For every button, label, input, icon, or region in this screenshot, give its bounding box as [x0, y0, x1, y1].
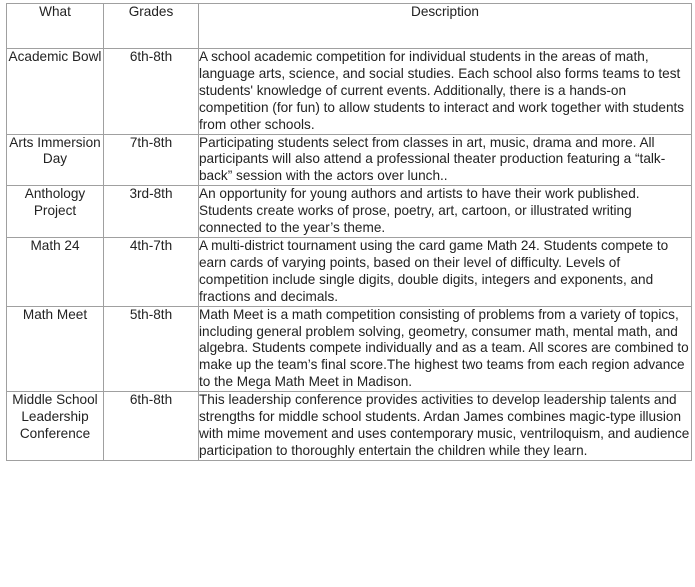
- table-row: [7, 306, 692, 392]
- header-what: What: [7, 4, 104, 49]
- cell-what: Math Meet: [7, 306, 104, 392]
- table-row: [7, 392, 692, 461]
- header-grades: Grades: [104, 4, 199, 49]
- cell-description: This leadership conference provides activities to develop leadership talents and strengths for middle school students. Ardan James combines magic-type illusion with mime movement and uses contemporary music, ventriloquism, and audience participation to thoroughly entertain the children while they learn.: [199, 392, 692, 461]
- cell-grades: 4th-7th: [104, 237, 199, 306]
- cell-what: Arts Immersion Day: [7, 134, 104, 186]
- table-row: [7, 237, 692, 306]
- cell-description: Participating students select from classes in art, music, drama and more. All participants will also attend a professional theater production featuring a “talk-back” session with the actors over lunch..: [199, 134, 692, 186]
- header-description: Description: [199, 4, 692, 49]
- cell-description: An opportunity for young authors and artists to have their work published. Students create works of prose, poetry, art, cartoon, or illustrated writing connected to the year’s theme.: [199, 186, 692, 238]
- table-row: [7, 186, 692, 238]
- cell-what: Anthology Project: [7, 186, 104, 238]
- cell-description: A school academic competition for individual students in the areas of math, language arts, science, and social studies. Each school also forms teams to test students' knowledge of current events. Additionally, there is a hands-on competition (for fun) to allow students to interact and work together with students from other schools.: [199, 49, 692, 135]
- cell-what: Academic Bowl: [7, 49, 104, 135]
- cell-description: Math Meet is a math competition consisting of problems from a variety of topics, including general problem solving, geometry, consumer math, mental math, and algebra. Students compete individually and as a team. All scores are combined to make up the team’s final score.The highest two teams from each region advance to the Mega Math Meet in Madison.: [199, 306, 692, 392]
- table-row: [7, 49, 692, 135]
- cell-grades: 5th-8th: [104, 306, 199, 392]
- cell-grades: 6th-8th: [104, 392, 199, 461]
- cell-grades: 6th-8th: [104, 49, 199, 135]
- header-row: [7, 4, 692, 49]
- cell-grades: 7th-8th: [104, 134, 199, 186]
- cell-description: A multi-district tournament using the card game Math 24. Students compete to earn cards of varying points, based on their level of difficulty. Levels of competition include single digits, double digits, integers and exponents, and fractions and decimals.: [199, 237, 692, 306]
- cell-grades: 3rd-8th: [104, 186, 199, 238]
- table-row: [7, 134, 692, 186]
- competitions-table: [6, 3, 692, 461]
- cell-what: Math 24: [7, 237, 104, 306]
- cell-what: Middle School Leadership Conference: [7, 392, 104, 461]
